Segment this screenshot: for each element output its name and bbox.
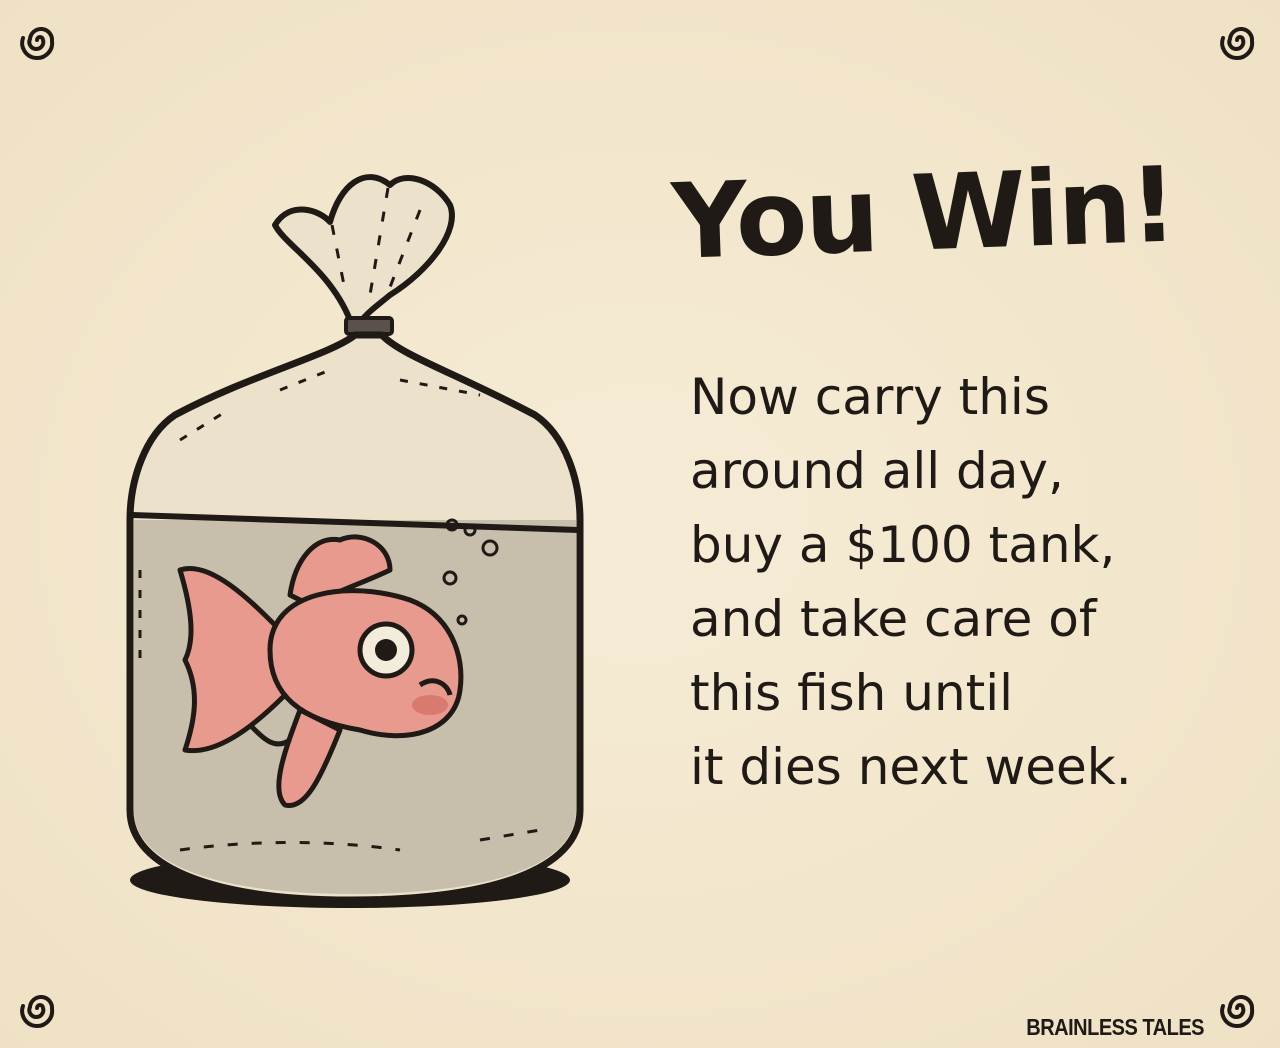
message-line: Now carry this (690, 368, 1050, 426)
message-line: it dies next week. (690, 738, 1132, 796)
credit-signature: BRAINLESS TALES (1026, 1015, 1204, 1041)
spiral-icon (0, 968, 80, 1048)
goldfish-in-bag-illustration (100, 150, 660, 930)
message-line: buy a $100 tank, (690, 516, 1116, 574)
message-line: this fish until (690, 664, 1014, 722)
spiral-icon (1200, 0, 1280, 80)
spiral-icon (1200, 968, 1280, 1048)
headline: You Win! (669, 143, 1178, 283)
message-line: around all day, (690, 442, 1064, 500)
message-line: and take care of (690, 590, 1097, 648)
message-text (690, 360, 1250, 804)
spiral-icon (0, 0, 80, 80)
bag-top-knot (275, 177, 452, 320)
